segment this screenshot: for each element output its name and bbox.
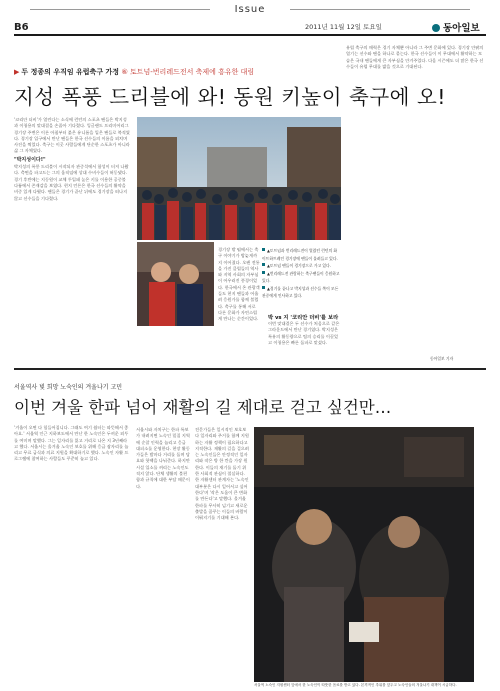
article1-column-2-text: 박지성의 폭풍 드리블이 시작되자 관중석에서 함성이 터져 나왔다. 측면을 파고드는 그의 움직임에 상대 수비수들이 허둥댔다. 경기 후반에는 지동원이 교체 투입돼 높은 키를 이용한 공중볼 다툼에서 존재감을 보였다. 현지 언론은 한국 선수들의 활약을 비중 있게 다뤘다. 팬들은 경기가 끝난 뒤에도 경기장을 떠나지 않고 선수들을 기다렸다. bbox=[14, 164, 129, 201]
article1-kicker-sub: ⑥ 토트넘-번리레드전서 축제에 흥유한 대림 bbox=[121, 68, 255, 76]
article1-main-photo bbox=[137, 117, 341, 240]
article1-column-3 bbox=[218, 247, 260, 362]
caption-2 bbox=[262, 262, 340, 270]
article2-photo bbox=[254, 427, 474, 682]
article2-column-3-text: 한 자활센터 관계자는 '노숙인 대부분은 다시 일어서고 싶어 한다'며 '작은 도움이 큰 변화를 만든다'고 말했다. 올겨울 한파를 무사히 넘기고 새로운 출발을 꿈꾸는 이들의 바람이 이뤄지기를 기대해 본다. bbox=[195, 477, 249, 521]
caption-bullet-icon bbox=[262, 286, 265, 289]
article2-headline: 이번 겨울 한파 넘어 재활의 길 제대로 걷고 싶건만… bbox=[14, 398, 392, 417]
sidebox-title: 박 vs 지 '코리안 더비'를 보라 bbox=[268, 315, 339, 321]
caption-4-text: ▲경기를 끝나고 박지성과 선수들 쪽이 모든 관중에게 인사하고 있다. bbox=[262, 285, 339, 298]
section-label: Issue bbox=[234, 4, 266, 15]
caption-3-text: ▲번리레드전 관람하는 축구팬들이 응원하고 있다. bbox=[262, 270, 340, 283]
caption-4 bbox=[262, 285, 340, 300]
sidebox-text: 이번 맞대결은 두 선수가 처음으로 같은 그라운드에서 만난 경기였다. 박지성은 특유의 활동량으로 팀의 승리를 이끌었고 이청용은 빠른 돌파로 맞섰다. bbox=[268, 321, 340, 345]
caption-1 bbox=[262, 247, 340, 262]
article1-kicker-text: 두 정종의 우직임 유럽축구 가정 bbox=[21, 68, 120, 76]
header-rule bbox=[14, 34, 486, 36]
article1-column-1-text: '코리안 더비'가 열린다는 소식에 런던의 스포츠 팬들은 박지성과 이청용의 맞대결을 손꼽아 기다렸다. 잉글랜드 프리미어리그 경기장 주변은 이른 아침부터 붉은 유니폼을 입은 팬들로 북적였다. 경기장 입구에서 만난 팬들은 한국 선수들의 이름을 외치며 사진을 찍었다. 축구는 이곳 사람들에게 단순한 스포츠가 아니라 삶 그 자체였다. bbox=[14, 117, 130, 154]
article2-caption: 서울역 노숙인 지원센터 앞에서 한 노숙인이 따뜻한 음료를 받고 있다. 본격적인 추위를 앞두고 노숙인들의 겨울나기 대책이 시급하다. bbox=[254, 683, 457, 687]
paper-name bbox=[432, 20, 480, 34]
article2-column-2-text: 전문가들은 일시적인 보호보다 일자리와 주거를 함께 지원하는 자활 정책이 필요하다고 지적한다. 재활의 길을 걸으려는 노숙인들은 안정적인 일자리와 작은 방 한 칸을 가장 원한다. 이들의 재기를 돕기 위한 사회적 관심이 절실하다. bbox=[195, 427, 249, 477]
paper-name-text: 동아일보 bbox=[443, 23, 480, 34]
caption-bullet-icon bbox=[262, 248, 265, 251]
paper-logo-icon bbox=[432, 24, 440, 32]
caption-bullet-icon bbox=[262, 263, 265, 266]
article2-column-1-text: 서울시와 자치구는 한파 특보가 내려지면 노숙인 밀집 지역에 순찰 인력을 늘리고 응급 대피소를 운영한다. 현장 활동가들은 밤마다 거리를 돌며 담요와 핫팩을 나눠준다. 하지만 시설 입소를 꺼리는 노숙인도 적지 않다. 단체 생활의 불편함과 규칙에 대한 부담 때문이다. bbox=[136, 427, 190, 489]
article1-headline: 지성 폭풍 드리블에 와! 동원 키높이 축구에 오! bbox=[14, 85, 447, 109]
article2-quote-column: '겨울이 오면 다 힘들어집니다. 그래도 여기 쉼터는 따뜻해서 좋아요.' 서울역 인근 지하보도에서 만난 한 노숙인은 두꺼운 외투를 여미며 말했다. 그는 일자리를 잃고 거리로 나온 지 3년째라고 했다. 서울시는 올겨울 노숙인 보호를 위해 응급 잠자리를 늘리고 무료 급식과 의료 지원을 확대하기로 했다. 노숙인 자활 프로그램에 참여하는 사람들도 꾸준히 늘고 있다. bbox=[14, 425, 129, 462]
article1-kicker bbox=[14, 67, 254, 77]
caption-2-text: ▲토트넘 팬들이 경기장으로 가고 있다. bbox=[267, 263, 331, 268]
caption-3 bbox=[262, 270, 340, 285]
article1-column-1: '코리안 더비'가 열린다는 소식에 런던의 스포츠 팬들은 박지성과 이청용의 맞대결을 손꼽아 기다렸다. 잉글랜드 프리미어리그 경기장 주변은 이른 아침부터 붉은 유니폼을 입은 팬들로 북적였다. 경기장 입구에서 만난 팬들은 한국 선수들의 이름을 외치며 사진을 찍었다. 축구는 이곳 사람들에게 단순한 스포츠가 아니라 삶 그 자체였다. "박지성이다!" 박지성의 폭풍 드리블이 시작되자 관중석에서 함성이 터져 나왔다. 측면을 파고드는 그의 움직임에 상대 수비수들이 허둥댔다. 경기 후반에는 지동원이 교체 투입돼 높은 키를 이용한 공중볼 다툼에서 존재감을 보였다. 현지 언론은 한국 선수들의 활약을 비중 있게 다뤘다. 팬들은 경기가 끝난 뒤에도 경기장을 떠나지 않고 선수들을 기다렸다. bbox=[14, 117, 130, 201]
article1-column-4-text: 유럽 축구의 매력은 경기 자체뿐 아니라 그 주변 문화에 있다. 경기장 안팎의 열기는 선수와 팬을 하나로 묶는다. 한국 선수들이 이 무대에서 활약하는 모습은 국내 팬들에게 큰 자부심을 안겨주었다. 다음 시즌에도 더 많은 한국 선수들이 유럽 무대를 밟을 것으로 기대된다. bbox=[346, 45, 484, 69]
caption-1-text: ▲토트넘과 번리레드전이 열렸던 런던의 화이트하트레인 경기장에 팬들이 몰려들고 있다. bbox=[262, 248, 338, 261]
page-number: B6 bbox=[14, 22, 29, 33]
article1-column-4 bbox=[346, 45, 486, 353]
article2-column-2 bbox=[195, 427, 249, 682]
article-divider bbox=[14, 368, 486, 370]
article1-column-3-text: 경기장 밖 펍에서는 축구 이야기가 밤늦게까지 이어졌다. 오랜 전통을 가진 클럽들의 역사와 지역 사회의 자부심이 어우러진 풍경이었다. 한국에서 온 관광객들도 현지 팬들과 어울려 응원가를 함께 불렀다. 축구를 통해 서로 다른 문화가 자연스럽게 만나는 순간이었다. bbox=[218, 247, 260, 322]
article2-column-1 bbox=[136, 427, 190, 682]
article1-byline: 동아일보 기자 bbox=[430, 356, 454, 361]
article1-sub-photo bbox=[137, 242, 214, 326]
caption-bullet-icon bbox=[262, 271, 265, 274]
issue-date: 2011년 11월 12일 토요일 bbox=[305, 23, 382, 31]
article1-captions bbox=[262, 247, 340, 300]
article2-kicker: 서울역사 빛 희망 노숙인의 겨울나기 고민 bbox=[14, 384, 123, 391]
kicker-triangle-icon: ▶ bbox=[14, 68, 20, 76]
